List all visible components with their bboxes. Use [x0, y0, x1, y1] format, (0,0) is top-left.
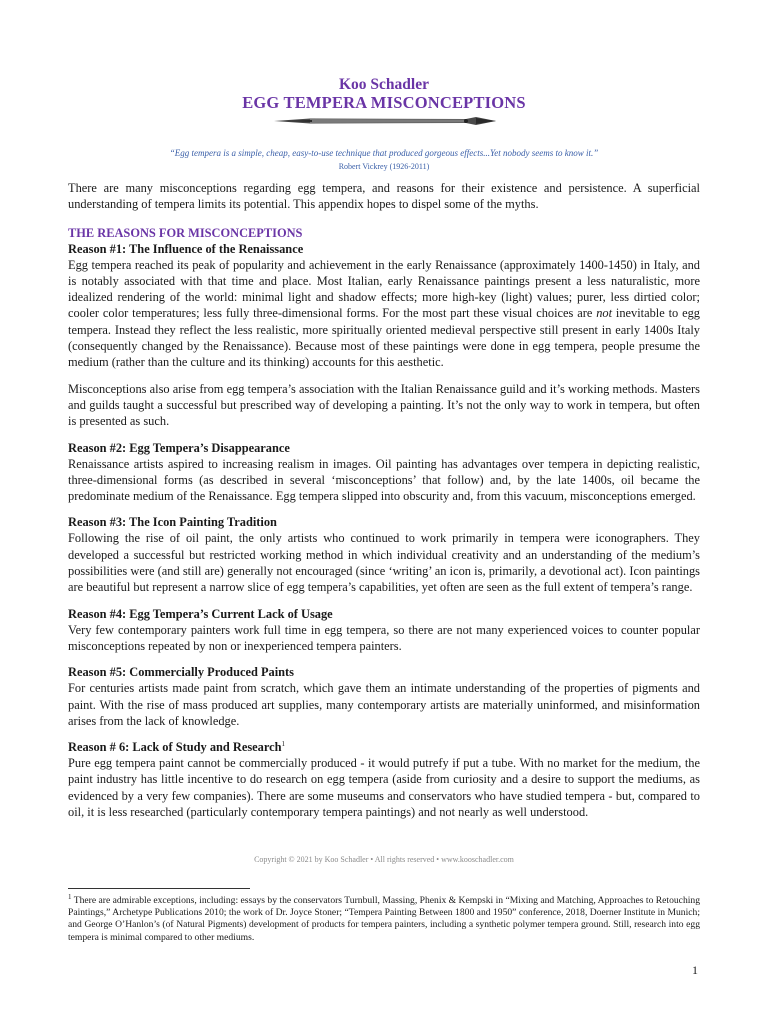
reason-heading: Reason #5: Commercially Produced Paints — [68, 665, 294, 680]
reason-paragraph: Pure egg tempera paint cannot be commercially produced - it would putrefy if put a tube. With no market for the medium, the paint industry has little incentive to do research on egg tempera (aside from curiosity and a desire to support the mediums, as evidenced by a very few companies). There are some museums and conservators who have studied tempera - but, compared to oil, it is less researched (particularly contemporary tempera paintings) and not nearly as well understood. — [68, 756, 700, 820]
reason-6 — [68, 739, 700, 820]
reason-2 — [68, 440, 700, 505]
reason-heading: Reason #3: The Icon Painting Tradition — [68, 515, 277, 530]
footnote-divider — [68, 888, 250, 889]
reason-paragraph: Renaissance artists aspired to increasing realism in images. Oil painting has advantages over tempera in depicting realistic, three-dimensional forms (as described in several ‘misconceptions’ that follow) and, by the late 1400s, oil became the predominate medium of the Renaissance. Egg tempera slipped into obscurity and, from this vacuum, misconceptions emerged. — [68, 456, 700, 504]
footnote-text: There are admirable exceptions, including: essays by the conservators Turnbull, Massing, Phenix & Kempski in “Mixing and Matching, Approaches to Retouching Paintings,” Archetype Publications 2010; the work of Dr. Joyce Stoner; “Tempera Painting Between 1800 and 1950” conference, 2018, Doerner Institute in Munich; and George O’Hanlon’s (of Natural Pigments) development of products for tempera painters, including a synthetic polymer tempera ground. Still, research into egg tempera is minimal compared to other mediums. — [68, 895, 700, 943]
reason-4 — [68, 606, 700, 655]
reason-heading: Reason # 6: Lack of Study and Research$^1$ — [68, 740, 286, 755]
footnote — [68, 892, 700, 944]
author-name: Koo Schadler — [339, 76, 429, 93]
reason-3 — [68, 514, 700, 595]
footnote-reference[interactable]: 1 — [281, 740, 286, 748]
epigraph-attribution: Robert Vickrey (1926-2011) — [338, 162, 430, 171]
reason-paragraph: Egg tempera reached its peak of popularity and achievement in the early Renaissance (approximately 1400-1450) in Italy, and is notably associated with that time and place. Most Italian, early Renaissance paintings present a less naturalistic, more idealized rendering of the world: minimal light and shadow effects; more high-key (light) values; purer, less dirtied color; cooler color temperatures; less fully three-dimensional forms. For the most part these visual choices are not inevitable to egg tempera. Instead they reflect the less realistic, more spiritually oriented medieval perspective still present in early 1400s Italy (consequently changed by the Renaissance). Because most of these paintings were done in egg tempera, people presume the medium (rather than the culture and its thinking) accounts for this aesthetic. — [68, 257, 700, 370]
reason-paragraph: Misconceptions also arise from egg tempera’s association with the Italian Renaissance guild and it’s working methods. Masters and guilds taught a successful but prescribed way of developing a painting. It’s not the only way to work in tempera, but often is presented as such. — [68, 381, 700, 429]
epigraph-quote: “Egg tempera is a simple, cheap, easy-to-use technique that produced gorgeous effects...Yet nobody seems to know it.” — [169, 148, 599, 158]
page-number: 1 — [692, 963, 698, 977]
reason-paragraph: Very few contemporary painters work full time in egg tempera, so there are not many experienced voices to counter popular misconceptions repeated by non or inexperienced tempera painters. — [68, 622, 700, 653]
reason-1-continued — [68, 381, 700, 430]
reason-paragraph: For centuries artists made paint from scratch, which gave them an intimate understanding of the properties of pigments and paint. With the rise of mass produced art supplies, many contemporary artists are materially uninformed, and misinformation arises from the lack of knowledge. — [68, 681, 700, 728]
footnote-marker: 1 — [68, 892, 72, 901]
reason-heading: Reason #1: The Influence of the Renaissance — [68, 241, 304, 256]
reason-1 — [68, 241, 700, 371]
reason-5 — [68, 664, 700, 729]
intro-paragraph: There are many misconceptions regarding egg tempera, and reasons for their existence and persistence. A superficial understanding of tempera limits its potential. This appendix hopes to dispel some of the myths. — [68, 181, 700, 212]
fountain-pen-icon — [270, 114, 500, 128]
reason-heading: Reason #2: Egg Tempera’s Disappearance — [68, 440, 290, 455]
reason-paragraph: Following the rise of oil paint, the only artists who continued to work primarily in tempera were iconographers. They developed a successful but restricted working method in which individual creativity and an understanding of the medium’s possibilities were (and still are) generally not encouraged (since ‘writing’ an icon is, primarily, a devotional act). Icon paintings are beautiful but represent a narrow slice of egg tempera’s capabilities, yet often are seen as the full extent of tempera’s range. — [68, 531, 700, 595]
section-heading: THE REASONS FOR MISCONCEPTIONS — [68, 225, 303, 240]
document-title: EGG TEMPERA MISCONCEPTIONS — [242, 93, 526, 112]
reason-heading: Reason #4: Egg Tempera’s Current Lack of Usage — [68, 606, 333, 621]
copyright-line: Copyright © 2021 by Koo Schadler • All rights reserved • www.kooschadler.com — [254, 855, 514, 864]
main-content — [68, 180, 700, 830]
